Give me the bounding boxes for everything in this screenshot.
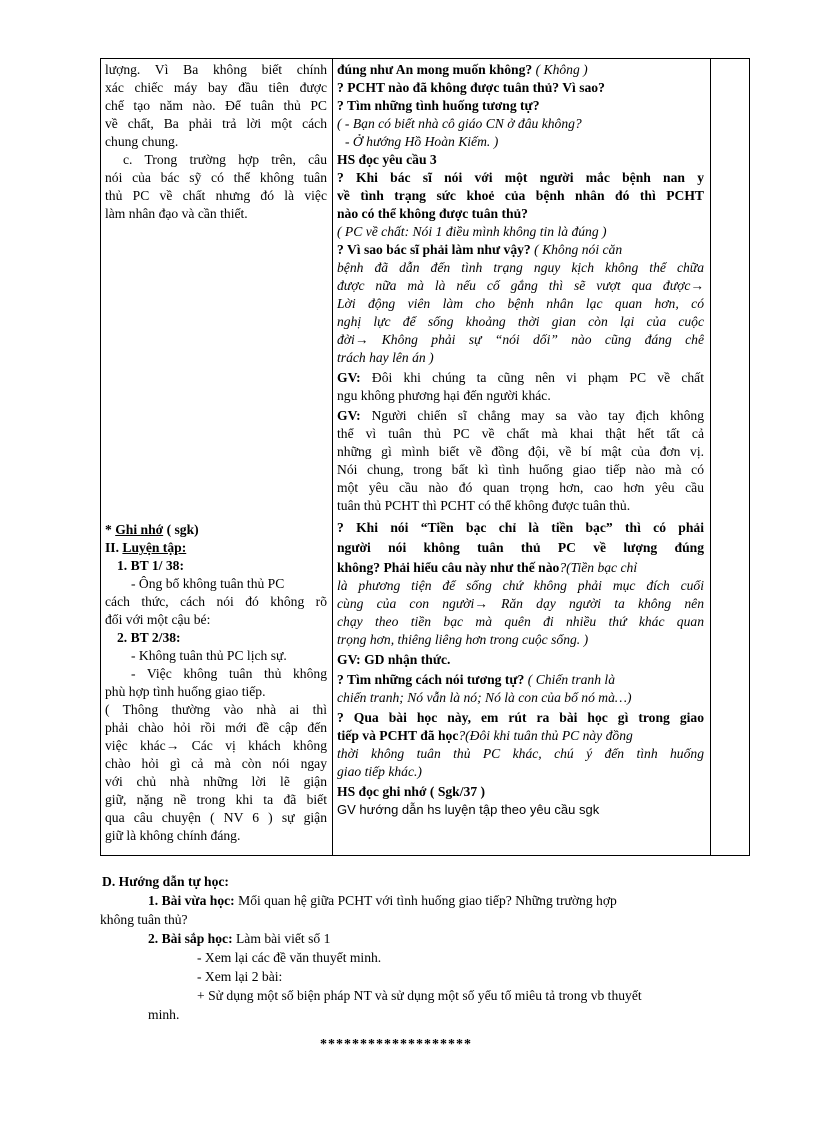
text-line: tiếp và PCHT đã học?(Đôi khi tuân thủ PC này đồng [337, 728, 633, 743]
text-line: HS đọc yêu cầu 3 [337, 152, 437, 167]
question-line: ? PCHT nào đã không được tuân thủ? Vì sao? [337, 80, 605, 95]
text-line: trọng hơn, thiêng liêng hơn trong cuộc sống. ) [337, 632, 589, 647]
text-line: bệnh đã dẫn đến tình trạng nguy kịch không thể chữa [337, 260, 704, 275]
text-line: + Sử dụng một số biện pháp NT và sử dụng một số yếu tố miêu tả trong vb thuyết [197, 988, 642, 1003]
question-line: ? Khi bác sĩ nói với một người mắc bệnh nan y [337, 170, 704, 185]
text-line: làm nhân đạo và cần thiết. [105, 206, 248, 221]
text-line: đối với một cậu bé: [105, 612, 211, 627]
text-line: phù hợp tình huống giao tiếp. [105, 684, 266, 699]
table-row [101, 59, 750, 856]
text-line: những gì mình biết về đồng đội, về bí mật của đơn vị. [337, 444, 704, 459]
text-line: không? Phải hiểu câu này như thế nào?(Tiền bạc chỉ [337, 560, 638, 575]
text-line: ( PC về chất: Nói 1 điều mình không tin là đúng ) [337, 224, 607, 239]
text-line: là phương tiện để sống chứ không phải mục đích cuối [337, 578, 704, 593]
ghi-nho-heading: * Ghi nhớ ( sgk) [105, 522, 199, 537]
text-line: 1. Bài vừa học: Mối quan hệ giữa PCHT với tình huống giao tiếp? Những trường hợp [148, 893, 617, 908]
text-line: Nói chung, trong bất kì tình huống giao tiếp nào mà có [337, 462, 704, 477]
text-line: - Xem lại 2 bài: [197, 969, 283, 984]
content-column [101, 59, 333, 856]
text-line: lượng. Vì Ba không biết chính [105, 62, 327, 77]
text-line: chạy theo tiền bạc mà quên đi nhiều thứ khác quan [337, 614, 704, 629]
text-line: GV: Đôi khi chúng ta cũng nên vi phạm PC về chất [337, 370, 704, 385]
text-line: thể vì tuân thủ PC về chất mà khai thật hết tất cả [337, 426, 704, 441]
activity-column [333, 59, 711, 856]
luyen-tap-heading: II. Luyện tập: [105, 540, 187, 555]
text-line: ( Thông thường vào nhà ai thì [105, 702, 327, 717]
text-line: chế tạo năm nào. Để tuân thủ PC [105, 98, 327, 113]
question-line: ? Qua bài học này, em rút ra bài học gì trong giao [337, 710, 704, 725]
notes-column [711, 59, 750, 856]
text-line: nói của bác sỹ có thể không tuân [105, 170, 327, 185]
text-line: trách hay lên án ) [337, 350, 434, 365]
exercise-title: 1. BT 1/ 38: [117, 558, 184, 573]
text-line: ? Tìm những cách nói tương tự? ( Chiến tranh là [337, 672, 615, 687]
text-line: việc khác→ Các vị khách không [105, 738, 327, 753]
text-line: Lời động viên làm cho bệnh nhân lạc quan hơn, có [337, 296, 704, 311]
text-line: thời không tuân thủ PC khác, chú ý đến tình huống [337, 746, 704, 761]
question-line: ? Khi nói “Tiền bạc chỉ là tiền bạc” thì có phải [337, 520, 704, 535]
exercise-title: 2. BT 2/38: [117, 630, 181, 645]
text-line: 2. Bài sắp học: Làm bài viết số 1 [148, 931, 331, 946]
question-line: ? Tìm những tình huống tương tự? [337, 98, 540, 113]
text-line: với chủ nhà những lời lẽ giận [105, 774, 327, 789]
text-line: về chất, Ba phải trả lời một cách [105, 116, 327, 131]
text-line: chào hỏi gì cả mà còn nói ngay [105, 756, 327, 771]
question-line: nào có thể không được tuân thủ? [337, 206, 528, 221]
text-line: giữ là không chính đáng. [105, 828, 241, 843]
question-line: người nói không tuân thủ PC về lượng đúng [337, 540, 704, 555]
text-line: ngu không phương hại đến người khác. [337, 388, 551, 403]
text-line: đời→ Không phải sự “nói dối” nào cũng đáng chê [337, 332, 704, 347]
text-line: - Ông bố không tuân thủ PC [131, 576, 285, 591]
text-line: xác chiếc máy bay đầu tiên được [105, 80, 327, 95]
text-line: tuân thủ PCHT thì PCHT có thể không được tuân thủ. [337, 498, 631, 513]
end-divider: ******************* [320, 1037, 472, 1052]
text-line: qua câu chuyện ( NV 6 ) sự giận [105, 810, 327, 825]
text-line: nghị lực để sống khoảng thời gian còn lại của cuộc [337, 314, 704, 329]
text-line: GV: GD nhận thức. [337, 652, 451, 667]
text-line: thủ PC về chất nhưng đó là việc [105, 188, 327, 203]
text-line: HS đọc ghi nhớ ( Sgk/37 ) [337, 784, 486, 799]
text-line: cách thức, cách nói đó không rõ [105, 594, 327, 609]
lesson-table [100, 58, 750, 856]
text-line: GV: Người chiến sĩ chẳng may sa vào tay địch không [337, 408, 704, 423]
text-line: phải chào hỏi rồi mới đề cập đến [105, 720, 327, 735]
text-line: ? Vì sao bác sĩ phải làm như vậy? ( Không nói căn [337, 242, 623, 257]
text-line: giao tiếp khác.) [337, 764, 422, 779]
text-line: c. Trong trường hợp trên, câu [123, 152, 327, 167]
section-heading: D. Hướng dẫn tự học: [102, 874, 229, 889]
text-line: một yêu cầu nào đó quan trọng hơn, cao hơn yêu cầu [337, 480, 704, 495]
text-line: đúng như An mong muốn không? ( Không ) [337, 62, 588, 77]
text-line: ( - Bạn có biết nhà cô giáo CN ở đâu không? [337, 116, 582, 131]
text-line: giữ, nặng nề trong khi ta đã biết [105, 792, 327, 807]
text-line: chung chung. [105, 134, 179, 149]
text-line: - Việc không tuân thủ không [131, 666, 327, 681]
text-line: chiến tranh; Nó vẫn là nó; Nó là con của bố nó mà…) [337, 690, 632, 705]
question-line: về tình trạng sức khoẻ của bệnh nhân đó thì PCHT [337, 188, 704, 203]
text-line: được nữa mà là nếu cố gắng thì sẽ vượt qua được→ [337, 278, 704, 293]
text-line: - Xem lại các đề văn thuyết minh. [197, 950, 382, 965]
text-line: minh. [148, 1007, 180, 1022]
text-line: - Không tuân thủ PC lịch sự. [131, 648, 287, 663]
text-line: cùng của con người→ Răn dạy người ta không nên [337, 596, 704, 611]
text-line: GV hướng dẫn hs luyện tập theo yêu cầu sgk [337, 802, 600, 817]
text-line: - Ở hướng Hồ Hoàn Kiếm. ) [345, 134, 499, 149]
text-line: không tuân thủ? [100, 912, 188, 927]
